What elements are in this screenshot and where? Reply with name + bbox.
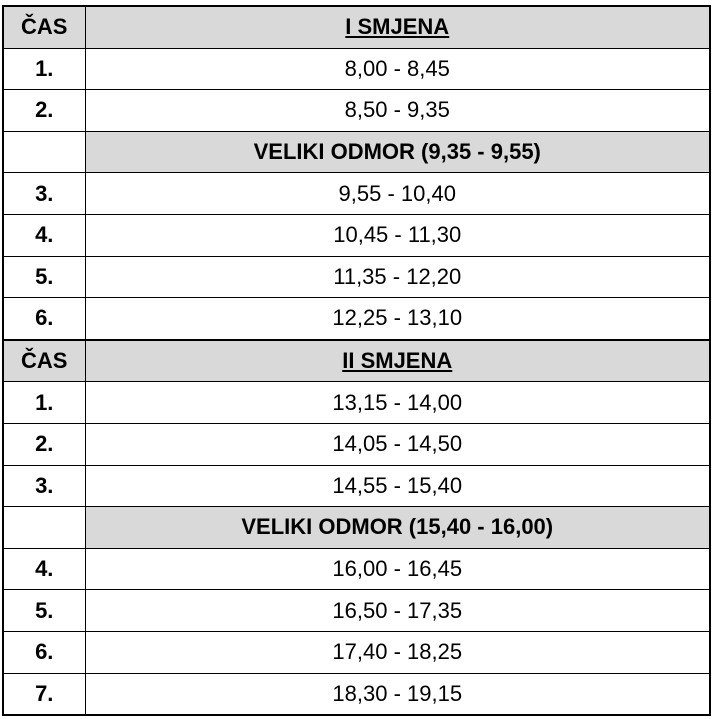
period-time: 8,00 - 8,45 — [85, 48, 710, 90]
shift2-header-row — [3, 340, 710, 382]
table-row — [3, 423, 710, 465]
shift1-title: I SMJENA — [85, 6, 710, 48]
table-row — [3, 256, 710, 298]
shift1-header-row — [3, 6, 710, 48]
period-time: 11,35 - 12,20 — [85, 256, 710, 298]
period-number: 5. — [3, 256, 85, 298]
period-number: 2. — [3, 423, 85, 465]
period-time: 12,25 - 13,10 — [85, 298, 710, 340]
table-row — [3, 214, 710, 256]
period-number: 3. — [3, 465, 85, 507]
period-number: 4. — [3, 214, 85, 256]
table-row — [3, 173, 710, 215]
table-row — [3, 631, 710, 673]
shift2-title: II SMJENA — [85, 340, 710, 382]
period-number: 5. — [3, 590, 85, 632]
period-number: 7. — [3, 673, 85, 715]
shift1-col-label: ČAS — [3, 6, 85, 48]
shift2-break-label: VELIKI ODMOR (15,40 - 16,00) — [85, 507, 710, 549]
period-number: 2. — [3, 90, 85, 132]
period-time: 16,00 - 16,45 — [85, 548, 710, 590]
period-time: 10,45 - 11,30 — [85, 214, 710, 256]
period-number: 6. — [3, 298, 85, 340]
table-row — [3, 673, 710, 715]
shift1-break-label: VELIKI ODMOR (9,35 - 9,55) — [85, 131, 710, 173]
shift2-break-row — [3, 507, 710, 549]
period-number: 3. — [3, 173, 85, 215]
table-row — [3, 590, 710, 632]
period-time: 9,55 - 10,40 — [85, 173, 710, 215]
period-time: 16,50 - 17,35 — [85, 590, 710, 632]
table-row — [3, 548, 710, 590]
table-row — [3, 90, 710, 132]
period-number: 6. — [3, 631, 85, 673]
empty-cell — [3, 507, 85, 549]
period-number: 1. — [3, 48, 85, 90]
period-time: 14,55 - 15,40 — [85, 465, 710, 507]
shift1-break-row — [3, 131, 710, 173]
period-number: 1. — [3, 382, 85, 424]
bell-schedule-table — [2, 5, 711, 716]
period-time: 8,50 - 9,35 — [85, 90, 710, 132]
table-row — [3, 48, 710, 90]
period-number: 4. — [3, 548, 85, 590]
table-row — [3, 298, 710, 340]
period-time: 14,05 - 14,50 — [85, 423, 710, 465]
period-time: 18,30 - 19,15 — [85, 673, 710, 715]
shift2-col-label: ČAS — [3, 340, 85, 382]
empty-cell — [3, 131, 85, 173]
period-time: 13,15 - 14,00 — [85, 382, 710, 424]
table-row — [3, 382, 710, 424]
table-row — [3, 465, 710, 507]
period-time: 17,40 - 18,25 — [85, 631, 710, 673]
